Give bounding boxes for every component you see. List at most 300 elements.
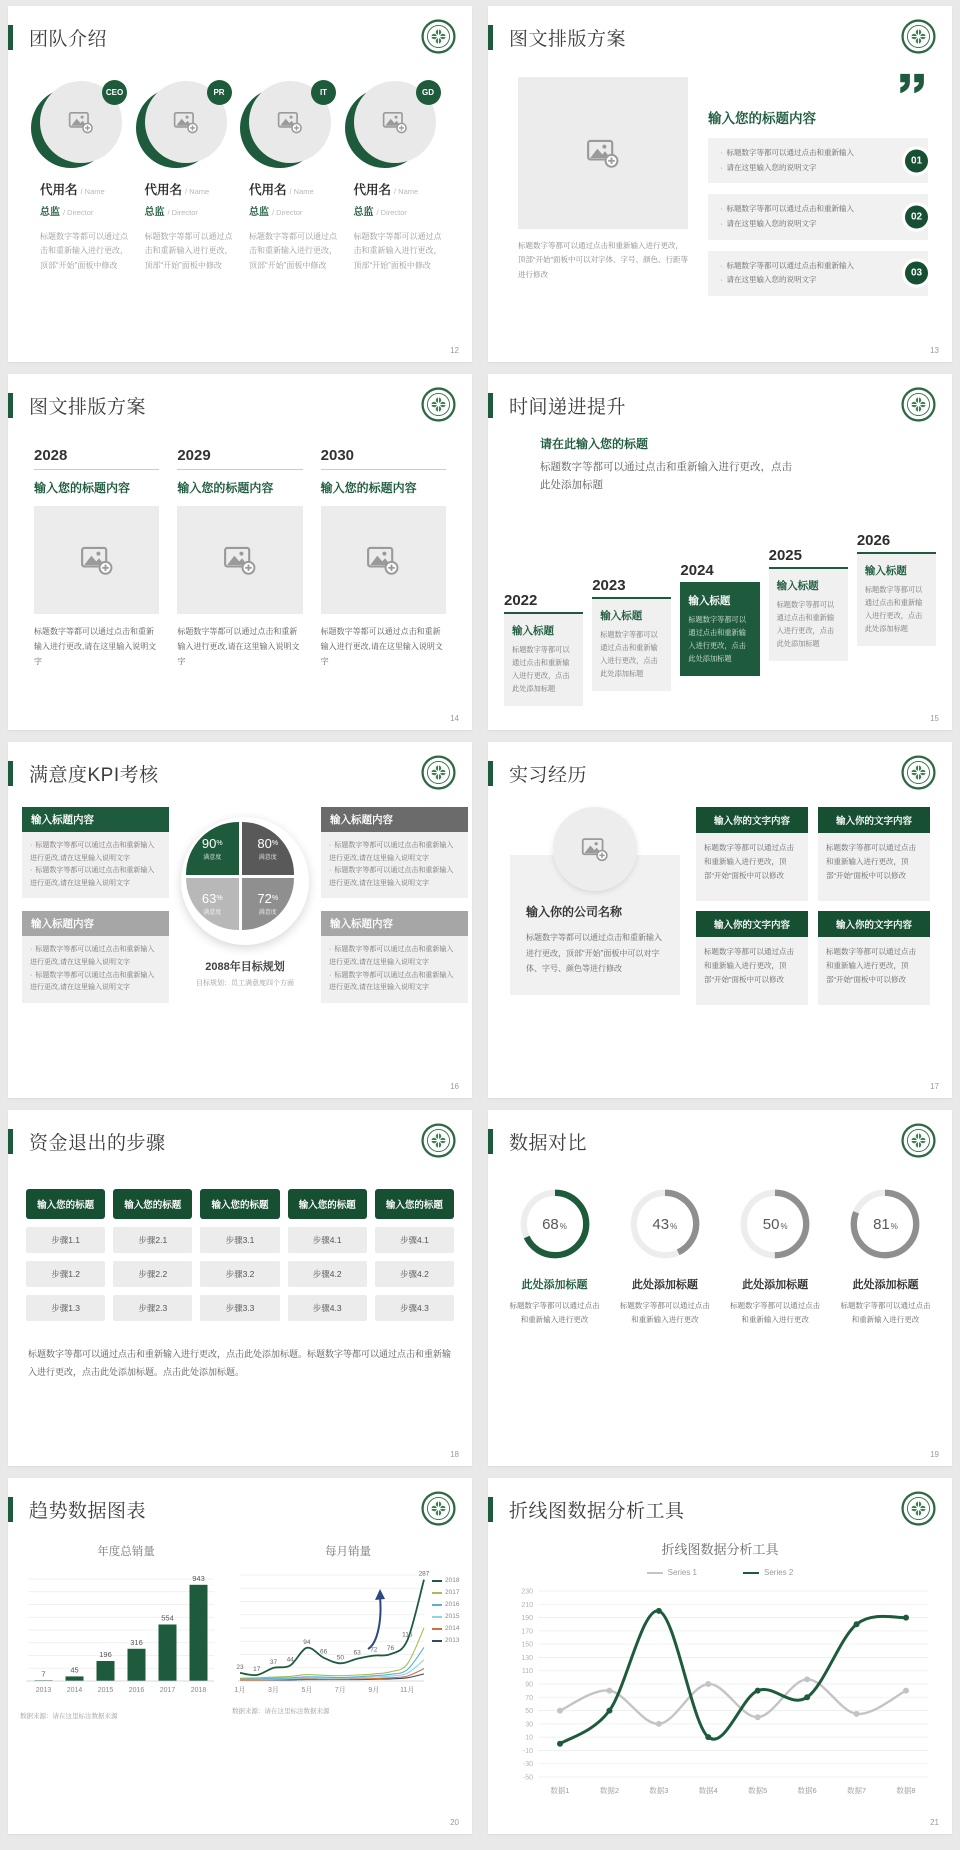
section-heading: 输入您的标题内容 [708, 111, 816, 126]
team-members [40, 81, 444, 273]
year-label: 2029 [177, 447, 302, 470]
milestone-year: 2023 [592, 577, 671, 599]
svg-text:-10: -10 [522, 1747, 533, 1755]
member-name-en: / Name [185, 187, 210, 196]
step-column-heading: 输入您的标题 [375, 1189, 454, 1219]
year-label: 2030 [321, 447, 446, 470]
number-badge: 01 [902, 146, 931, 175]
image-placeholder-icon [586, 136, 620, 170]
list-item [708, 138, 928, 183]
year-label: 2028 [34, 447, 159, 470]
member-name-en: / Name [394, 187, 419, 196]
legend-entry: 2016 [445, 1601, 460, 1608]
member-role-en: / Director [167, 208, 198, 217]
role-badge: PR [207, 80, 232, 105]
kpi-bullet: · 标题数字等都可以通过点击和重新输入进行更改,请在这里输入说明文字 [30, 865, 161, 890]
slide-title: 图文排版方案 [509, 29, 627, 50]
svg-text:2016: 2016 [128, 1687, 145, 1694]
bullet-line: · 标题数字等都可以通过点击和重新输入 [720, 202, 892, 217]
card-heading: 输入你的文字内容 [818, 807, 930, 833]
image-placeholder [321, 506, 446, 614]
svg-text:287: 287 [418, 1570, 430, 1578]
role-badge: CEO [102, 80, 127, 105]
quadrant-label: 满意度 [203, 910, 222, 917]
kpi-bullet: · 标题数字等都可以通过点击和重新输入进行更改,请在这里输入说明文字 [329, 944, 460, 969]
step-item: 步骤4.3 [375, 1295, 454, 1321]
member-name: 代用名 [353, 183, 392, 197]
step-column [26, 1189, 105, 1321]
milestone-year: 2024 [680, 562, 759, 584]
svg-text:数据7: 数据7 [846, 1786, 867, 1795]
page-number: 15 [930, 714, 939, 723]
slide-trend-charts[interactable] [8, 1478, 472, 1834]
step-item: 步骤2.2 [113, 1261, 192, 1287]
donut-chart: 50 % [736, 1185, 814, 1263]
quadrant-label: 满意度 [203, 854, 222, 861]
role-badge: IT [311, 80, 336, 105]
avatar [40, 81, 122, 163]
kpi-box [22, 807, 169, 898]
card-desc: 标题数字等都可以通过点击和重新输入进行更改，顶部“开始”面板中可以修改 [696, 937, 808, 1005]
svg-text:2014: 2014 [66, 1687, 83, 1694]
slide-header [8, 24, 452, 51]
member-name-en: / Name [80, 187, 105, 196]
svg-text:23: 23 [236, 1663, 244, 1671]
svg-text:76: 76 [386, 1645, 395, 1653]
page-number: 17 [930, 1082, 939, 1091]
svg-text:2018: 2018 [190, 1687, 207, 1694]
image-placeholder-icon [382, 109, 408, 135]
page-number: 16 [450, 1082, 459, 1091]
column-heading: 输入您的标题内容 [177, 481, 274, 495]
donut-heading: 此处添加标题 [852, 1279, 919, 1291]
pie-quadrant: 80 % 满意度 [242, 822, 295, 875]
kpi-box [321, 807, 468, 898]
member-desc: 标题数字等都可以通过点击和重新输入进行更改，顶部“开始”面板中修改 [353, 232, 442, 270]
milestone-heading: 输入标题 [512, 625, 554, 638]
svg-text:3月: 3月 [268, 1687, 279, 1694]
legend-entry: Series 1 [667, 1568, 697, 1577]
step-item: 步骤4.1 [288, 1227, 367, 1253]
step-column [200, 1189, 279, 1321]
svg-text:数据3: 数据3 [649, 1786, 669, 1795]
svg-text:10: 10 [525, 1734, 533, 1742]
svg-text:数据1: 数据1 [550, 1786, 570, 1795]
brand-logo-icon [421, 1123, 456, 1158]
card-heading: 输入你的文字内容 [696, 807, 808, 833]
intro-text: 标题数字等都可以通过点击和重新输入进行更改，点击此处添加标题 [540, 461, 792, 492]
card-heading: 输入你的文字内容 [696, 911, 808, 937]
step-item: 步骤3.1 [200, 1227, 279, 1253]
legend-entry: 2018 [445, 1577, 460, 1584]
svg-text:数据6: 数据6 [797, 1786, 817, 1795]
step-item: 步骤1.1 [26, 1227, 105, 1253]
donut-desc: 标题数字等都可以通过点击和重新输入进行更改 [619, 1301, 710, 1324]
series-line-chart [504, 1581, 936, 1813]
donut-value: 68 [542, 1215, 559, 1233]
donut-heading: 此处添加标题 [631, 1279, 698, 1291]
pie-caption-sub: 目标规划：员工满意度四个方面 [196, 980, 294, 987]
milestone [769, 547, 848, 661]
image-placeholder [553, 807, 637, 891]
quadrant-value: 72 [257, 891, 272, 907]
title-accent-bar [488, 1497, 493, 1522]
svg-text:2013: 2013 [35, 1687, 52, 1694]
page-number: 14 [450, 714, 459, 723]
member-name: 代用名 [40, 183, 78, 197]
footer-paragraph: 标题数字等都可以通过点击和重新输入进行更改，点击此处添加标题。标题数字等都可以通过点击和重新输入进行更改，点击此处添加标题。点击此处添加标题。 [28, 1349, 452, 1378]
donut-chart: 43 % [626, 1185, 704, 1263]
column-desc: 标题数字等都可以通过点击和重新输入进行更改,请在这里输入说明文字 [177, 627, 300, 666]
svg-text:44: 44 [286, 1656, 294, 1664]
quadrant-value: 90 [201, 835, 217, 851]
member-role: 总监 [249, 207, 269, 218]
line-chart-block [232, 1543, 464, 1720]
svg-text:30: 30 [525, 1721, 533, 1729]
page-number: 13 [930, 346, 939, 355]
svg-text:7: 7 [41, 1669, 46, 1679]
image-caption: 标题数字等都可以通过点击和重新输入进行更改，顶部“开始”面板中可以对字体、字号、颜色、行距等进行修改 [518, 241, 688, 279]
svg-text:115: 115 [402, 1631, 413, 1639]
donut-heading: 此处添加标题 [521, 1279, 588, 1291]
column-heading: 输入您的标题内容 [34, 481, 131, 495]
milestone-year: 2026 [857, 532, 936, 554]
step-column-heading: 输入您的标题 [288, 1189, 367, 1219]
milestone-heading: 输入标题 [864, 565, 907, 578]
svg-text:2015: 2015 [97, 1687, 114, 1694]
kpi-bullet: · 标题数字等都可以通过点击和重新输入进行更改,请在这里输入说明文字 [329, 970, 460, 995]
member-name: 代用名 [144, 183, 183, 197]
milestone-year: 2025 [769, 547, 848, 569]
intro-heading: 请在此输入您的标题 [540, 437, 649, 451]
member-name: 代用名 [249, 183, 287, 197]
step-item: 步骤1.2 [26, 1261, 105, 1287]
svg-text:9月: 9月 [368, 1687, 380, 1694]
member-role-en: / Director [376, 208, 407, 217]
donut-value: 50 [762, 1215, 780, 1233]
donut-block [504, 1185, 605, 1326]
member-desc: 标题数字等都可以通过点击和重新输入进行更改，顶部“开始”面板中修改 [40, 232, 128, 270]
column-heading: 输入您的标题内容 [320, 481, 417, 495]
milestone-desc: 标题数字等都可以通过点击和重新输入进行更改，点击此处添加标题 [864, 585, 923, 634]
bullet-line: · 请在这里输入您的说明文字 [720, 161, 892, 176]
svg-text:45: 45 [70, 1665, 79, 1675]
milestone-heading: 输入标题 [776, 580, 819, 593]
step-column-heading: 输入您的标题 [200, 1189, 279, 1219]
pie-quadrant: 90 % 满意度 [186, 822, 239, 875]
title-accent-bar [488, 393, 493, 418]
title-accent-bar [488, 761, 493, 786]
kpi-bullet: · 标题数字等都可以通过点击和重新输入进行更改,请在这里输入说明文字 [329, 840, 460, 865]
member-role-en: / Director [63, 208, 94, 217]
svg-text:17: 17 [253, 1665, 261, 1673]
svg-text:130: 130 [521, 1654, 533, 1662]
member-name-en: / Name [289, 187, 314, 196]
column-desc: 标题数字等都可以通过点击和重新输入进行更改,请在这里输入说明文字 [34, 627, 157, 666]
donut-desc: 标题数字等都可以通过点击和重新输入进行更改 [509, 1301, 600, 1324]
svg-text:-50: -50 [522, 1774, 533, 1782]
donut-block [614, 1185, 715, 1326]
svg-text:数据8: 数据8 [896, 1786, 916, 1795]
title-accent-bar [488, 1129, 493, 1154]
member-desc: 标题数字等都可以通过点击和重新输入进行更改，顶部“开始”面板中修改 [144, 232, 233, 270]
donut-chart: 68 % [516, 1185, 594, 1263]
kpi-box [22, 911, 169, 1002]
kpi-box-heading: 输入标题内容 [22, 807, 169, 832]
milestone-year: 2022 [504, 592, 583, 614]
kpi-bullet: · 标题数字等都可以通过点击和重新输入进行更改,请在这里输入说明文字 [30, 944, 161, 969]
milestone-heading: 输入标题 [688, 595, 731, 608]
bar-chart-block [20, 1543, 232, 1720]
slide-team-intro[interactable] [8, 6, 472, 362]
milestone-highlighted [680, 562, 759, 676]
kpi-box-heading: 输入标题内容 [22, 911, 169, 936]
quadrant-pie-chart [181, 817, 309, 945]
milestone [857, 532, 936, 646]
milestone-desc: 标题数字等都可以通过点击和重新输入进行更改，点击此处添加标题 [600, 630, 658, 679]
step-item: 步骤4.2 [288, 1261, 367, 1287]
bullet-line: · 请在这里输入您的说明文字 [720, 217, 892, 232]
member-role-en: / Director [272, 208, 303, 217]
pie-quadrant: 72 % 满意度 [242, 878, 295, 931]
title-accent-bar [8, 761, 13, 786]
chart-title: 年度总销量 [97, 1546, 155, 1558]
slide-title: 满意度KPI考核 [29, 765, 159, 786]
step-item: 步骤1.3 [26, 1295, 105, 1321]
donut-chart: 81 % [846, 1185, 924, 1263]
brand-logo-icon [901, 1491, 936, 1526]
svg-text:316: 316 [130, 1637, 143, 1647]
text-card [818, 807, 930, 901]
kpi-box [321, 911, 468, 1002]
slide-title: 图文排版方案 [29, 397, 147, 418]
slide-title: 实习经历 [509, 765, 588, 786]
team-member [354, 81, 445, 273]
chart-title: 折线图数据分析工具 [661, 1542, 779, 1557]
svg-text:66: 66 [320, 1648, 328, 1656]
svg-text:7月: 7月 [334, 1687, 346, 1694]
svg-text:-30: -30 [522, 1761, 533, 1769]
bullet-line: · 标题数字等都可以通过点击和重新输入 [720, 146, 892, 161]
milestone-heading: 输入标题 [600, 610, 643, 623]
svg-text:150: 150 [521, 1641, 533, 1649]
svg-text:数据4: 数据4 [698, 1786, 718, 1795]
pie-quadrant: 63 % 满意度 [186, 878, 239, 931]
svg-text:110: 110 [521, 1668, 533, 1676]
image-placeholder [518, 77, 688, 229]
svg-text:190: 190 [521, 1615, 533, 1623]
svg-text:2017: 2017 [159, 1687, 176, 1694]
svg-text:50: 50 [525, 1708, 533, 1716]
team-member [145, 81, 236, 273]
quadrant-value: 63 [201, 891, 217, 907]
text-card [818, 911, 930, 1005]
step-column [288, 1189, 367, 1321]
slide-title: 团队介绍 [29, 29, 108, 50]
slide-image-text-layout-2[interactable] [8, 374, 472, 730]
donut-block [835, 1185, 936, 1326]
step-item: 步骤3.3 [200, 1295, 279, 1321]
member-role: 总监 [40, 207, 60, 218]
slide-image-text-layout-1[interactable] [488, 6, 952, 362]
role-badge: GD [416, 80, 441, 105]
title-accent-bar [8, 1497, 13, 1522]
donut-block [725, 1185, 826, 1326]
quadrant-value: 80 [257, 835, 272, 851]
svg-text:50: 50 [336, 1654, 344, 1662]
slide-funding-steps[interactable] [8, 1110, 472, 1466]
svg-text:554: 554 [161, 1613, 174, 1623]
image-placeholder-icon [173, 109, 199, 135]
image-placeholder-icon [80, 543, 114, 577]
title-accent-bar [8, 25, 13, 50]
kpi-bullet: · 标题数字等都可以通过点击和重新输入进行更改,请在这里输入说明文字 [30, 840, 161, 865]
timeline [504, 532, 936, 706]
brand-logo-icon [421, 755, 456, 790]
page-number: 18 [450, 1450, 459, 1459]
quadrant-label: 满意度 [258, 854, 277, 861]
svg-text:数据2: 数据2 [599, 1786, 620, 1795]
donut-value: 81 [873, 1215, 890, 1233]
svg-text:1月: 1月 [234, 1687, 246, 1694]
year-column [34, 447, 159, 677]
image-placeholder-icon [277, 109, 303, 135]
step-item: 步骤4.1 [375, 1227, 454, 1253]
slide-timeline[interactable] [488, 374, 952, 730]
monthly-sales-line-chart [232, 1561, 432, 1703]
slide-title: 数据对比 [509, 1133, 588, 1154]
chart-legend [432, 1561, 464, 1644]
title-accent-bar [8, 1129, 13, 1154]
step-column [113, 1189, 192, 1321]
brand-logo-icon [901, 1123, 936, 1158]
company-desc: 标题数字等都可以通过点击和重新输入进行更改，顶部“开始”面板中可以对字体、字号、颜色等进行修改 [526, 933, 662, 974]
page-number: 19 [930, 1450, 939, 1459]
chart-legend [488, 1568, 952, 1577]
donut-desc: 标题数字等都可以通过点击和重新输入进行更改 [840, 1301, 931, 1324]
page-number: 12 [450, 346, 459, 355]
donut-heading: 此处添加标题 [742, 1279, 809, 1291]
svg-text:210: 210 [521, 1601, 533, 1609]
svg-text:63: 63 [353, 1649, 361, 1657]
step-column [375, 1189, 454, 1321]
step-item: 步骤3.2 [200, 1261, 279, 1287]
donut-desc: 标题数字等都可以通过点击和重新输入进行更改 [730, 1301, 821, 1324]
quote-icon [899, 73, 926, 94]
brand-logo-icon [901, 387, 936, 422]
kpi-bullet: · 标题数字等都可以通过点击和重新输入进行更改,请在这里输入说明文字 [329, 865, 460, 890]
donut-value: 43 [652, 1215, 670, 1233]
company-heading: 输入你的公司名称 [526, 905, 623, 919]
year-column [177, 447, 302, 677]
brand-logo-icon [421, 19, 456, 54]
data-source-note: 数据来源：请在这里标注数据来源 [232, 1708, 330, 1715]
bullet-line: · 请在这里输入您的说明文字 [720, 273, 892, 288]
svg-text:72: 72 [370, 1646, 378, 1654]
slide-line-analysis[interactable] [488, 1478, 952, 1834]
milestone-desc: 标题数字等都可以通过点击和重新输入进行更改，点击此处添加标题 [688, 615, 746, 664]
legend-entry: 2017 [445, 1589, 460, 1596]
step-item: 步骤4.2 [375, 1261, 454, 1287]
annual-sales-bar-chart [20, 1561, 220, 1703]
card-desc: 标题数字等都可以通过点击和重新输入进行更改，顶部“开始”面板中可以修改 [818, 833, 930, 901]
svg-text:37: 37 [269, 1658, 278, 1666]
svg-text:70: 70 [525, 1694, 533, 1702]
slide-internship[interactable] [488, 742, 952, 1098]
step-item: 步骤2.1 [113, 1227, 192, 1253]
brand-logo-icon [901, 19, 936, 54]
legend-entry: 2014 [445, 1625, 460, 1632]
text-card [696, 911, 808, 1005]
brand-logo-icon [421, 387, 456, 422]
list-item [708, 194, 928, 239]
milestone [504, 592, 583, 706]
slide-kpi[interactable] [8, 742, 472, 1098]
number-badge: 03 [902, 259, 931, 288]
svg-text:5月: 5月 [301, 1687, 313, 1694]
bullet-line: · 标题数字等都可以通过点击和重新输入 [720, 259, 892, 274]
milestone-desc: 标题数字等都可以通过点击和重新输入进行更改，点击此处添加标题 [512, 645, 570, 694]
step-column-heading: 输入您的标题 [26, 1189, 105, 1219]
svg-text:196: 196 [99, 1650, 112, 1660]
legend-entry: 2015 [445, 1613, 460, 1620]
title-accent-bar [488, 25, 493, 50]
card-heading: 输入你的文字内容 [818, 911, 930, 937]
svg-text:170: 170 [521, 1628, 533, 1636]
kpi-box-heading: 输入标题内容 [321, 807, 468, 832]
image-placeholder-icon [581, 835, 609, 863]
member-role: 总监 [144, 207, 165, 218]
page-number: 21 [930, 1818, 939, 1827]
milestone [592, 577, 671, 691]
quadrant-label: 满意度 [258, 910, 277, 917]
column-desc: 标题数字等都可以通过点击和重新输入进行更改,请在这里输入说明文字 [320, 627, 443, 666]
slide-title: 折线图数据分析工具 [509, 1501, 685, 1522]
image-placeholder-icon [366, 543, 400, 577]
image-placeholder-icon [223, 543, 257, 577]
kpi-box-heading: 输入标题内容 [321, 911, 468, 936]
pie-caption-title: 2088年目标规划 [205, 961, 285, 973]
team-member [40, 81, 131, 273]
step-item: 步骤4.3 [288, 1295, 367, 1321]
card-desc: 标题数字等都可以通过点击和重新输入进行更改，顶部“开始”面板中可以修改 [818, 937, 930, 1005]
data-source-note: 数据来源：请在这里标注数据来源 [20, 1713, 118, 1720]
slide-title: 资金退出的步骤 [29, 1133, 166, 1154]
slide-data-compare[interactable] [488, 1110, 952, 1466]
svg-text:11月: 11月 [400, 1687, 415, 1694]
svg-text:230: 230 [521, 1588, 533, 1596]
card-desc: 标题数字等都可以通过点击和重新输入进行更改，顶部“开始”面板中可以修改 [696, 833, 808, 901]
brand-logo-icon [901, 755, 936, 790]
member-role: 总监 [353, 207, 374, 218]
slide-title: 时间递进提升 [509, 397, 627, 418]
brand-logo-icon [421, 1491, 456, 1526]
step-column-heading: 输入您的标题 [113, 1189, 192, 1219]
image-placeholder [177, 506, 302, 614]
member-desc: 标题数字等都可以通过点击和重新输入进行更改，顶部“开始”面板中修改 [249, 232, 337, 270]
step-item: 步骤2.3 [113, 1295, 192, 1321]
list-item [708, 251, 928, 296]
slide-title: 趋势数据图表 [29, 1501, 147, 1522]
image-placeholder [34, 506, 159, 614]
chart-title: 每月销量 [325, 1546, 371, 1558]
legend-entry: Series 2 [764, 1568, 794, 1577]
text-card [696, 807, 808, 901]
team-member [249, 81, 340, 273]
image-placeholder-icon [68, 109, 94, 135]
svg-text:90: 90 [525, 1681, 533, 1689]
legend-entry: 2013 [445, 1637, 460, 1644]
